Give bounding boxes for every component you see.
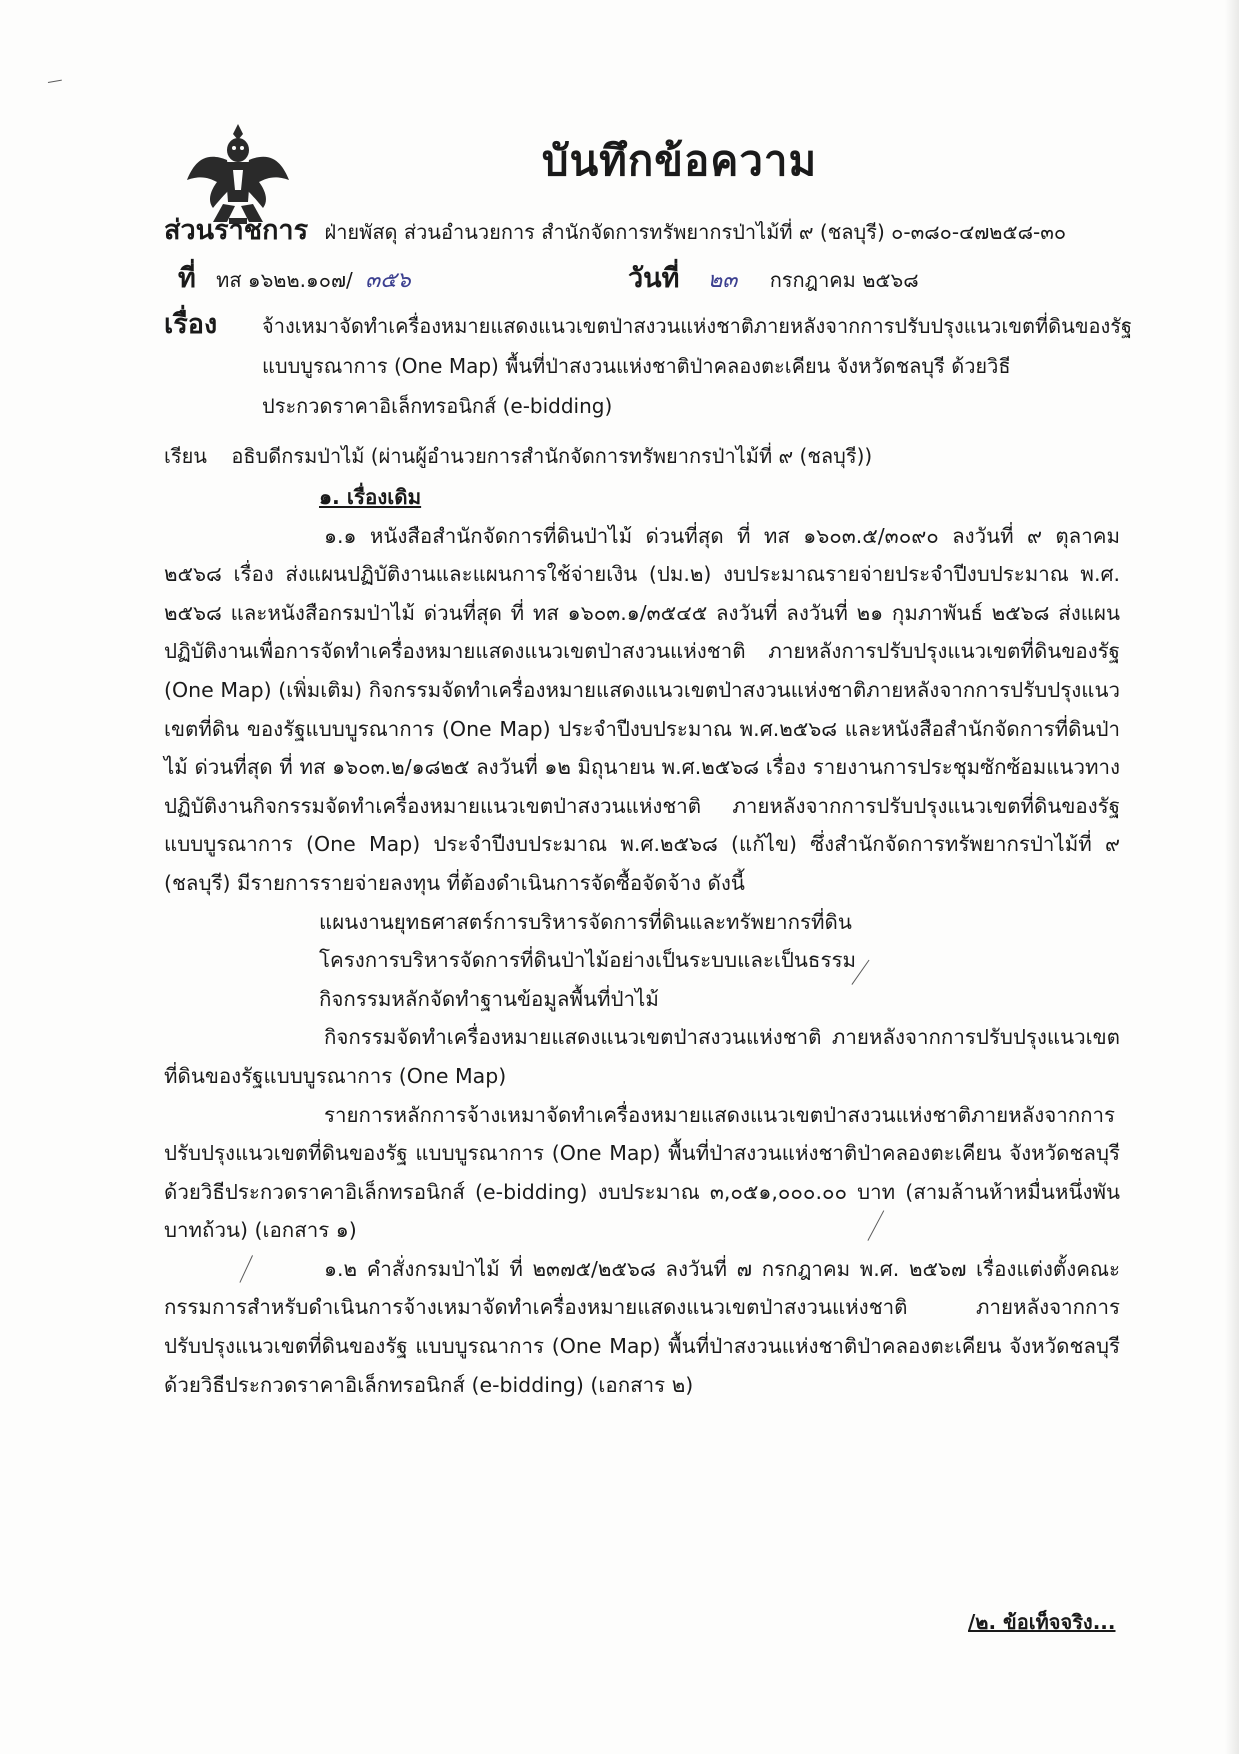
- agency-value: ฝ่ายพัสดุ ส่วนอำนวยการ สำนักจัดการทรัพยากรป่าไม้ที่ ๙ (ชลบุรี) ๐-๓๘๐-๔๗๒๕๘-๓๐: [324, 220, 1067, 244]
- date-day: ๒๓: [707, 268, 738, 293]
- agency-label: ส่วนราชการ: [164, 215, 309, 246]
- date-month-year: กรกฎาคม ๒๕๖๘: [769, 268, 919, 292]
- pen-mark: [48, 80, 62, 84]
- item-line: รายการหลักการจ้างเหมาจัดทำเครื่องหมายแสดงแนวเขตป่าสงวนแห่งชาติภายหลังจากการปรับปรุงแนวเขตที่ดินของรัฐ แบบบูรณาการ (One Map) พื้นที่ป่าสงวนแห่งชาติป่าคลองตะเคียน จังหวัดชลบุรี ด้วยวิธีประกวดราคาอิเล็กทรอนิกส์ (e-bidding) งบประมาณ ๓,๐๕๑,๐๐๐.๐๐ บาท (สามล้านห้าหมื่นหนึ่งพันบาทถ้วน) (เอกสาร ๑): [164, 1102, 1120, 1243]
- subject-line-1: จ้างเหมาจัดทำเครื่องหมายแสดงแนวเขตป่าสงวนแห่งชาติภายหลังจากการปรับปรุงแนวเขตที่ดินของรัฐ: [262, 314, 1133, 338]
- date-row: [628, 256, 919, 299]
- subject-label-row: [164, 302, 217, 345]
- reference-row: [178, 256, 411, 299]
- memo-title: บันทึกข้อความ: [541, 136, 818, 185]
- paragraph-1-1: ๑.๑ หนังสือสำนักจัดการที่ดินป่าไม้ ด่วนที่สุด ที่ ทส ๑๖๐๓.๕/๓๐๙๐ ลงวันที่ ๙ ตุลาคม ๒๕๖๘ เรื่อง ส่งแผนปฏิบัติงานและแผนการใช้จ่ายเงิน (ปม.๒) งบประมาณรายจ่ายประจำปีงบประมาณ พ.ศ. ๒๕๖๘ และหนังสือกรมป่าไม้ ด่วนที่สุด ที่ ทส ๑๖๐๓.๑/๓๕๔๕ ลงวันที่ ลงวันที่ ๒๑ กุมภาพันธ์ ๒๕๖๘ ส่งแผนปฏิบัติงานเพื่อการจัดทำเครื่องหมายแสดงแนวเขตป่าสงวนแห่งชาติ ภายหลังการปรับปรุงแนวเขตที่ดินของรัฐ (One Map) (เพิ่มเติม) กิจกรรมจัดทำเครื่องหมายแสดงแนวเขตป่าสงวนแห่งชาติภายหลังจากการปรับปรุงแนวเขตที่ดิน ของรัฐแบบบูรณาการ (One Map) ประจำปีงบประมาณ พ.ศ.๒๕๖๘ และหนังสือสำนักจัดการที่ดินป่าไม้ ด่วนที่สุด ที่ ทส ๑๖๐๓.๒/๑๘๒๕ ลงวันที่ ๑๒ มิถุนายน พ.ศ.๒๕๖๘ เรื่อง รายงานการประชุมซักซ้อมแนวทางปฏิบัติงานกิจกรรมจัดทำเครื่องหมายแนวเขตป่าสงวนแห่งชาติ ภายหลังจากการปรับปรุงแนวเขตที่ดินของรัฐ แบบบูรณาการ (One Map) ประจำปีงบประมาณ พ.ศ.๒๕๖๘ (แก้ไข) ซึ่งสำนักจัดการทรัพยากรป่าไม้ที่ ๙ (ชลบุรี) มีรายการรายจ่ายลงทุน ที่ต้องดำเนินการจัดซื้อจัดจ้าง ดังนี้: [164, 523, 1120, 895]
- plan-line: แผนงานยุทธศาสตร์การบริหารจัดการที่ดินและทรัพยากรที่ดิน: [319, 909, 852, 934]
- addressee-row: [164, 440, 872, 472]
- agency-row: [164, 208, 1066, 251]
- paragraph-1-2: ๑.๒ คำสั่งกรมป่าไม้ ที่ ๒๓๗๕/๒๕๖๘ ลงวันที่ ๗ กรกฎาคม พ.ศ. ๒๕๖๗ เรื่องแต่งตั้งคณะกรรมการสำหรับดำเนินการจ้างเหมาจัดทำเครื่องหมายแสดงแนวเขตป่าสงวนแห่งชาติ ภายหลังจากการปรับปรุงแนวเขตที่ดินของรัฐ แบบบูรณาการ (One Map) พื้นที่ป่าสงวนแห่งชาติป่าคลองตะเคียน จังหวัดชลบุรี ด้วยวิธีประกวดราคาอิเล็กทรอนิกส์ (e-bidding) (เอกสาร ๒): [164, 1256, 1120, 1397]
- reference-number: ทส ๑๖๒๒.๑๐๗/: [216, 268, 353, 292]
- addressee-label: เรียน: [164, 444, 207, 468]
- reference-label: ที่: [178, 263, 196, 294]
- main-activity-line: กิจกรรมหลักจัดทำฐานข้อมูลพื้นที่ป่าไม้: [319, 986, 659, 1011]
- addressee-value: อธิบดีกรมป่าไม้ (ผ่านผู้อำนวยการสำนักจัดการทรัพยากรป่าไม้ที่ ๙ (ชลบุรี)): [231, 444, 873, 468]
- memo-body: [164, 478, 1120, 1404]
- date-label: วันที่: [628, 263, 680, 294]
- activity-line: กิจกรรมจัดทำเครื่องหมายแสดงแนวเขตป่าสงวนแห่งชาติ ภายหลังจากการปรับปรุงแนวเขตที่ดินของรัฐแบบบูรณาการ (One Map): [164, 1025, 1120, 1088]
- subject-line-3: ประกวดราคาอิเล็กทรอนิกส์ (e-bidding): [262, 394, 613, 418]
- project-line: โครงการบริหารจัดการที่ดินป่าไม้อย่างเป็นระบบและเป็นธรรม: [319, 948, 856, 973]
- section-heading: ๑. เรื่องเดิม: [319, 485, 422, 509]
- reference-handwritten: ๓๕๖: [365, 268, 411, 293]
- scan-edge-shadow: [1225, 0, 1239, 1754]
- continuation-note: /๒. ข้อเท็จจริง...: [968, 1610, 1116, 1634]
- subject-label: เรื่อง: [164, 309, 218, 340]
- subject-line-2: แบบบูรณาการ (One Map) พื้นที่ป่าสงวนแห่งชาติป่าคลองตะเคียน จังหวัดชลบุรี ด้วยวิธี: [262, 354, 1011, 378]
